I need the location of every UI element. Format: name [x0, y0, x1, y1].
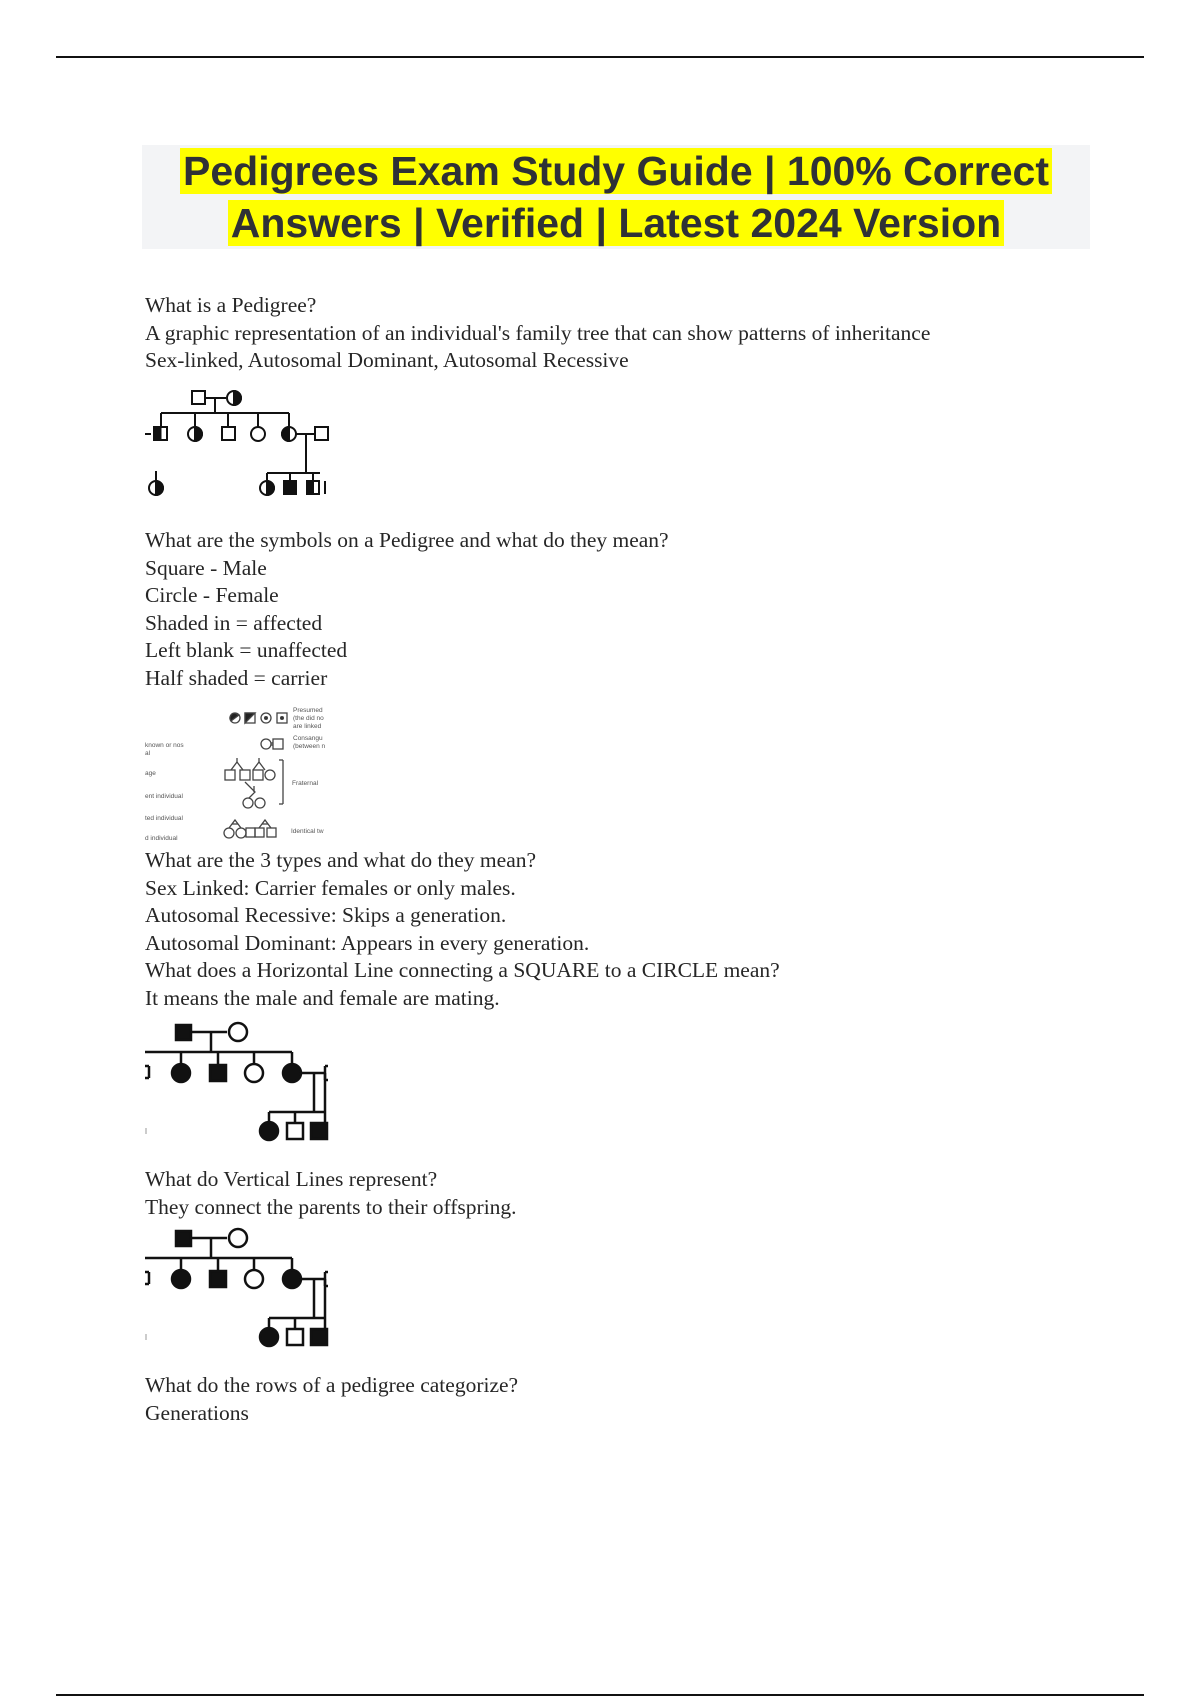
answer-text: Autosomal Dominant: Appears in every generation.: [145, 930, 590, 955]
answer-text: Shaded in = affected: [145, 610, 323, 635]
chart-label: Identical tw: [291, 828, 324, 835]
section-what-is-pedigree: [145, 292, 930, 375]
section-types-and-mating: [145, 847, 780, 1012]
chart-label: ent individual: [145, 793, 183, 800]
title-line-2: Answers | Verified | Latest 2024 Version: [228, 200, 1004, 246]
bottom-rule: [56, 1694, 1144, 1696]
chart-label: are linked: [293, 723, 322, 730]
section-symbols: [145, 527, 669, 692]
question-text: What is a Pedigree?: [145, 293, 317, 317]
question-text: What are the 3 types and what do they mean?: [145, 848, 537, 872]
answer-text: Square - Male: [145, 555, 267, 580]
pedigree-mating-diagram: [145, 1018, 335, 1146]
chart-label: (between n: [293, 743, 326, 750]
answer-text: Autosomal Recessive: Skips a generation.: [145, 903, 507, 927]
document-title: [142, 145, 1090, 249]
top-rule: [56, 56, 1144, 58]
pedigree-offspring-diagram: [145, 1224, 335, 1352]
chart-label: ted individual: [145, 815, 183, 822]
chart-label: (the did no: [293, 715, 324, 722]
answer-text: Half shaded = carrier: [145, 665, 328, 690]
chart-label: Presumed: [293, 707, 323, 714]
symbol-legend-chart: [145, 702, 335, 844]
question-text: What do the rows of a pedigree categorize?: [145, 1373, 519, 1397]
question-text: What does a Horizontal Line connecting a SQUARE to a CIRCLE mean?: [145, 958, 780, 982]
section-rows: [145, 1372, 518, 1427]
answer-text: A graphic representation of an individual's family tree that can show patterns of inheritance: [145, 320, 931, 345]
answer-text: Circle - Female: [145, 583, 279, 607]
answer-text: They connect the parents to their offspring.: [145, 1194, 517, 1219]
chart-label: d individual: [145, 835, 178, 842]
answer-text: It means the male and female are mating.: [145, 985, 500, 1010]
chart-label: al: [145, 750, 151, 757]
pedigree-carrier-diagram: [145, 385, 335, 497]
question-text: What are the symbols on a Pedigree and what do they mean?: [145, 528, 669, 552]
chart-label: known or nos: [145, 742, 184, 749]
section-vertical-lines: [145, 1166, 517, 1221]
answer-text: Sex-linked, Autosomal Dominant, Autosomal Recessive: [145, 348, 629, 372]
title-line-1: Pedigrees Exam Study Guide | 100% Correct: [180, 148, 1052, 194]
chart-label: Fraternal: [292, 780, 319, 787]
question-text: What do Vertical Lines represent?: [145, 1167, 438, 1191]
answer-text: Left blank = unaffected: [145, 638, 348, 662]
chart-label: Consangu: [293, 735, 323, 742]
answer-text: Generations: [145, 1400, 249, 1425]
chart-label: age: [145, 770, 156, 777]
answer-text: Sex Linked: Carrier females or only males.: [145, 875, 516, 900]
